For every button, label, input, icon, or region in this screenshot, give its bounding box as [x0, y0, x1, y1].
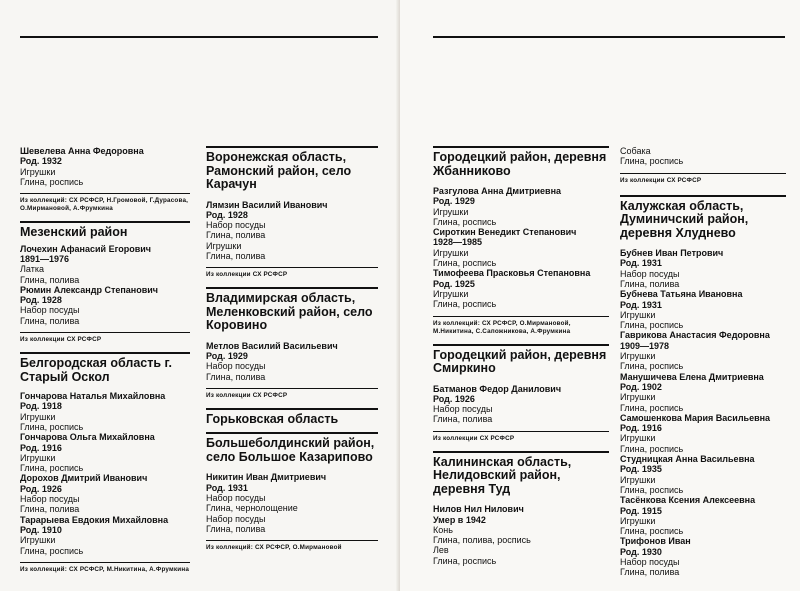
right-page	[400, 0, 800, 591]
item-title: Игрушки	[433, 288, 469, 299]
artist-dates: Род. 1926	[20, 483, 62, 494]
artist-name: Батманов Федор Данилович	[433, 383, 562, 394]
catalog-entry	[620, 372, 786, 413]
catalog-entry	[206, 341, 378, 382]
artist-name: Шевелева Анна Федоровна	[20, 146, 144, 156]
item-material: Глина, полива	[206, 371, 266, 382]
artist-name: Лочехин Афанасий Егорович	[20, 243, 151, 254]
catalog-entry	[620, 146, 786, 167]
artist-name: Бубнева Татьяна Ивановна	[620, 289, 743, 300]
artist-dates: Род. 1916	[620, 423, 662, 434]
top-rule	[433, 36, 785, 38]
collection-note: Из коллекции СХ РСФСР	[20, 332, 190, 344]
collection-note: Из коллекций: СХ РСФСР, О.Мирмановой, М.Никитина, С.Сапожникова, А.Фрумкина	[433, 316, 609, 336]
artist-dates: Род. 1931	[620, 299, 662, 310]
item-title: Игрушки	[20, 452, 56, 463]
section-heading: Калининская область, Нелидовский район, деревня Туд	[433, 451, 609, 497]
item-material: Глина, полива	[20, 315, 80, 326]
item-title: Игрушки	[20, 535, 56, 546]
artist-dates: Род. 1931	[620, 258, 662, 269]
item-title: Набор посуды	[620, 557, 680, 567]
artist-dates: 1928—1985	[433, 237, 483, 248]
left-column-2	[206, 146, 378, 552]
item-material: Глина, чернолощение	[206, 503, 298, 514]
item-title: Набор посуды	[20, 305, 80, 316]
item-material: Глина, полива	[206, 523, 266, 534]
item-material: Глина, роспись	[620, 402, 684, 413]
artist-name: Гончарова Ольга Михайловна	[20, 432, 155, 443]
item-material: Глина, роспись	[20, 463, 84, 474]
collection-note: Из коллекции СХ РСФСР	[206, 388, 378, 400]
catalog-entry	[433, 227, 609, 268]
item-material: Глина, роспись	[620, 484, 684, 495]
catalog-entry	[206, 200, 378, 262]
artist-name: Нилов Нил Нилович	[433, 504, 524, 515]
catalog-entry	[620, 454, 786, 495]
item-material: Глина, роспись	[20, 176, 84, 187]
catalog-entry	[620, 413, 786, 454]
artist-dates: Род. 1932	[20, 156, 62, 167]
artist-dates: Род. 1918	[20, 401, 62, 412]
item-material: Глина, роспись	[620, 361, 684, 372]
artist-name: Гончарова Наталья Михайловна	[20, 391, 166, 402]
item-material: Глина, роспись	[433, 555, 497, 566]
catalog-entry	[433, 504, 609, 566]
item-title: Собака	[620, 146, 651, 156]
item-title: Набор посуды	[620, 268, 680, 279]
artist-name: Гаврикова Анастасия Федоровна	[620, 330, 770, 341]
item-title: Игрушки	[433, 206, 469, 217]
section-heading: Белгородская область г. Старый Оскол	[20, 352, 190, 384]
artist-dates: Род. 1935	[620, 464, 662, 475]
catalog-entry	[433, 384, 609, 425]
item-material: Глина, роспись	[620, 320, 684, 331]
right-column-2	[620, 146, 786, 578]
catalog-entry	[620, 289, 786, 330]
item-title: Игрушки	[206, 240, 242, 251]
catalog-entry	[620, 330, 786, 371]
artist-dates: Род. 1930	[620, 546, 662, 557]
item-material: Глина, роспись	[20, 545, 84, 556]
top-rule	[20, 36, 378, 38]
catalog-entry	[20, 473, 190, 514]
item-material: Глина, полива	[620, 278, 680, 289]
artist-dates: Род. 1929	[206, 351, 248, 362]
item-material: Глина, полива	[206, 250, 266, 261]
item-title: Лев	[433, 545, 449, 556]
artist-dates: Род. 1931	[206, 482, 248, 493]
item-title: Набор посуды	[206, 513, 266, 524]
item-title: Игрушки	[620, 515, 656, 526]
item-material: Глина, полива	[620, 567, 680, 578]
item-title: Игрушки	[620, 474, 656, 485]
item-material: Глина, роспись	[433, 299, 497, 310]
artist-dates: Род. 1928	[206, 209, 248, 220]
item-title: Набор посуды	[433, 404, 493, 415]
artist-name: Никитин Иван Дмитриевич	[206, 472, 327, 483]
section-heading: Воронежская область, Рамонский район, село Карачун	[206, 146, 378, 192]
catalog-entry	[206, 472, 378, 534]
collection-note: Из коллекции СХ РСФСР	[433, 431, 609, 443]
section-heading: Городецкий район, деревня Смиркино	[433, 344, 609, 376]
artist-name: Разгулова Анна Дмитриевна	[433, 186, 562, 196]
item-title: Игрушки	[620, 309, 656, 320]
catalog-entry	[20, 146, 190, 187]
catalog-entry	[20, 432, 190, 473]
item-title: Латка	[20, 264, 44, 275]
artist-name: Студницкая Анна Васильевна	[620, 454, 755, 465]
artist-name: Тасёнкова Ксения Алексеевна	[620, 495, 756, 506]
right-column-1	[433, 146, 609, 566]
item-title: Набор посуды	[206, 361, 266, 372]
catalog-entry	[20, 285, 190, 326]
item-material: Глина, полива	[20, 504, 80, 515]
item-title: Игрушки	[433, 247, 469, 258]
catalog-entry	[20, 244, 190, 285]
collection-note: Из коллекции СХ РСФСР	[206, 267, 378, 279]
item-material: Глина, роспись	[433, 216, 497, 227]
item-material: Глина, полива	[206, 230, 266, 241]
item-material: Глина, роспись	[20, 421, 84, 432]
left-column-1	[20, 146, 190, 574]
item-title: Набор посуды	[206, 493, 266, 504]
section-heading: Мезенский район	[20, 221, 190, 240]
artist-dates: Род. 1902	[620, 381, 662, 392]
artist-name: Трифонов Иван	[620, 536, 691, 547]
item-material: Глина, роспись	[433, 258, 497, 269]
item-material: Глина, полива	[433, 414, 493, 425]
artist-name: Сироткин Венедикт Степанович	[433, 227, 577, 238]
artist-name: Самошенкова Мария Васильевна	[620, 412, 771, 423]
catalog-entry	[20, 515, 190, 556]
item-title: Игрушки	[20, 166, 56, 177]
collection-note: Из коллекций: СХ РСФСР, М.Никитина, А.Фрумкина	[20, 562, 190, 574]
section-heading: Владимирская область, Меленковский район, село Коровино	[206, 287, 378, 333]
catalog-entry	[620, 495, 786, 536]
artist-name: Тарарыева Евдокия Михайловна	[20, 514, 169, 525]
artist-dates: Род. 1915	[620, 505, 662, 516]
artist-name: Бубнев Иван Петрович	[620, 248, 724, 259]
artist-dates: Род. 1929	[433, 196, 475, 207]
section-heading: Калужская область, Думиничский район, деревня Хлуднево	[620, 195, 786, 241]
artist-dates: Род. 1928	[20, 295, 62, 306]
section-heading: Большеболдинский район, село Большое Казарипово	[206, 432, 378, 464]
collection-note: Из коллекций: СХ РСФСР, О.Мирмановой	[206, 540, 378, 552]
item-material: Глина, роспись	[620, 443, 684, 454]
section-heading: Горьковская область	[206, 408, 378, 427]
catalog-entry	[20, 391, 190, 432]
item-title: Набор посуды	[206, 220, 266, 231]
catalog-entry	[433, 268, 609, 309]
artist-dates: 1891—1976	[20, 253, 70, 264]
artist-name: Лямзин Василий Иванович	[206, 199, 328, 210]
artist-dates: Род. 1926	[433, 393, 475, 404]
collection-note: Из коллекции СХ РСФСР	[620, 173, 786, 185]
item-title: Игрушки	[620, 392, 656, 403]
artist-name: Рюмин Александр Степанович	[20, 284, 159, 295]
item-title: Конь	[433, 524, 453, 535]
artist-name: Метлов Василий Васильевич	[206, 340, 338, 351]
catalog-entry	[620, 536, 786, 577]
artist-name: Тимофеева Прасковья Степановна	[433, 268, 591, 279]
section-heading: Городецкий район, деревня Жбанниково	[433, 146, 609, 178]
item-material: Глина, роспись	[620, 156, 684, 167]
item-title: Игрушки	[20, 411, 56, 422]
item-material: Глина, полива	[20, 274, 80, 285]
catalog-entry	[620, 248, 786, 289]
artist-dates: Род. 1910	[20, 524, 62, 535]
artist-name: Дорохов Дмитрий Иванович	[20, 473, 148, 484]
item-title: Игрушки	[620, 351, 656, 362]
catalog-entry	[433, 186, 609, 227]
artist-dates: Умер в 1942	[433, 514, 486, 525]
item-title: Набор посуды	[20, 494, 80, 505]
collection-note: Из коллекций: СХ РСФСР, Н.Громовой, Г.Дурасова, О.Мирмановой, А.Фрумкина	[20, 193, 190, 213]
item-title: Игрушки	[620, 433, 656, 444]
artist-dates: 1909—1978	[620, 340, 670, 351]
artist-dates: Род. 1916	[20, 442, 62, 453]
artist-dates: Род. 1925	[433, 278, 475, 289]
item-material: Глина, роспись	[620, 526, 684, 537]
artist-name: Манушичева Елена Дмитриевна	[620, 371, 764, 382]
item-material: Глина, полива, роспись	[433, 535, 531, 546]
